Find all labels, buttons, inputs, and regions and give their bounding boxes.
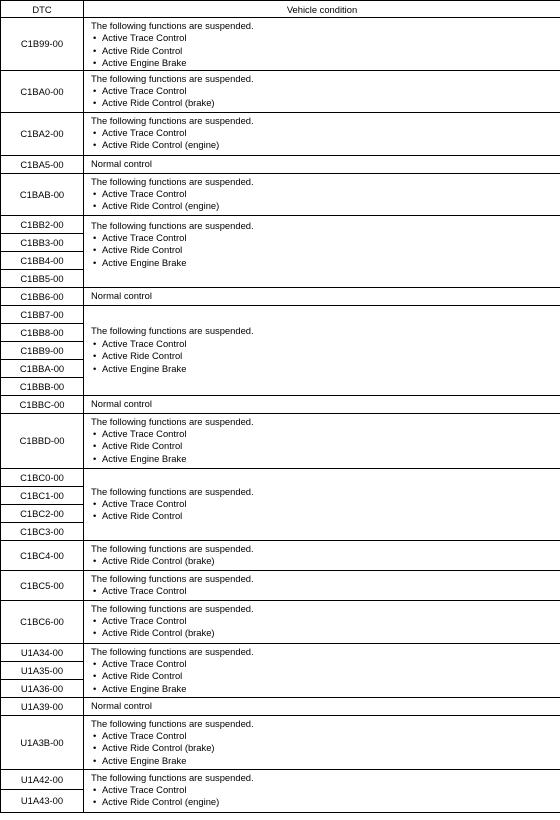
bullet-item: • Active Engine Brake [91,453,560,465]
bullet-item: • Active Engine Brake [91,683,560,695]
dtc-code: C1BB7-00 [1,305,84,323]
dtc-code: C1BB3-00 [1,233,84,251]
dtc-code: C1BC1-00 [1,486,84,504]
condition-intro: The following functions are suspended. [91,325,254,337]
dtc-code: C1BB4-00 [1,251,84,269]
dtc-code: C1BC0-00 [1,468,84,486]
condition-intro: The following functions are suspended. [91,717,254,729]
dtc-code: C1BC2-00 [1,504,84,522]
condition-intro: The following functions are suspended. [91,602,254,614]
bullet-item: • Active Ride Control (engine) [91,139,560,151]
bullet-item: • Active Ride Control (engine) [91,200,560,212]
table-row [1,215,560,233]
condition-cell [84,112,560,155]
bullet-item: • Active Trace Control [91,585,560,597]
condition-intro: The following functions are suspended. [91,485,254,497]
dtc-code: U1A34-00 [1,643,84,661]
table-row [1,18,560,71]
bullet-item: • Active Trace Control [91,32,560,44]
bullet-item: • Active Trace Control [91,338,560,350]
bullet-item: • Active Trace Control [91,127,560,139]
condition-cell [84,305,560,395]
table-row [1,112,560,155]
condition-intro: The following functions are suspended. [91,175,254,187]
bullet-item: • Active Trace Control [91,784,560,796]
bullet-item: • Active Ride Control (brake) [91,627,560,639]
table-row [1,173,560,215]
bullet-item: • Active Trace Control [91,730,560,742]
dtc-code: C1BC6-00 [1,600,84,643]
table-row [1,287,560,305]
dtc-code: C1BA5-00 [1,155,84,173]
bullet-item: • Active Engine Brake [91,755,560,767]
dtc-code: C1BB5-00 [1,269,84,287]
dtc-code: C1BB6-00 [1,287,84,305]
dtc-code: C1BC3-00 [1,522,84,540]
dtc-code: C1BC5-00 [1,570,84,600]
condition-intro: The following functions are suspended. [91,219,254,231]
table-row [1,305,560,323]
condition-intro: The following functions are suspended. [91,114,254,126]
condition-cell [84,643,560,697]
dtc-code: C1BBB-00 [1,377,84,395]
bullet-item: • Active Ride Control [91,350,560,362]
bullet-item: • Active Ride Control (engine) [91,796,560,808]
condition-cell [84,715,560,769]
bullet-item: • Active Trace Control [91,188,560,200]
table-header-row [1,1,560,18]
dtc-header: DTC [1,1,84,18]
bullet-item: • Active Ride Control [91,45,560,57]
dtc-code: U1A39-00 [1,697,84,715]
condition-cell: Normal control [84,697,560,715]
condition-cell: Normal control [84,395,560,413]
bullet-item: • Active Trace Control [91,232,560,244]
bullet-item: • Active Engine Brake [91,57,560,69]
dtc-code: C1BA0-00 [1,70,84,112]
condition-cell [84,570,560,600]
dtc-code: U1A43-00 [1,789,84,812]
table-row [1,715,560,769]
dtc-code: U1A3B-00 [1,715,84,769]
dtc-code: C1BAB-00 [1,173,84,215]
condition-cell [84,468,560,540]
dtc-code: C1BB8-00 [1,323,84,341]
dtc-code: C1BC4-00 [1,540,84,570]
condition-cell [84,413,560,468]
condition-intro: The following functions are suspended. [91,20,254,31]
bullet-item: • Active Ride Control [91,510,560,522]
dtc-code: C1BBC-00 [1,395,84,413]
condition-intro: The following functions are suspended. [91,72,254,84]
condition-intro: The following functions are suspended. [91,542,254,554]
condition-cell [84,540,560,570]
table-row [1,468,560,486]
bullet-item: • Active Ride Control (brake) [91,97,560,109]
condition-cell [84,769,560,812]
condition-intro: The following functions are suspended. [91,415,254,427]
bullet-item: • Active Ride Control [91,670,560,682]
dtc-code: C1BB9-00 [1,341,84,359]
bullet-item: • Active Engine Brake [91,363,560,375]
dtc-code: C1BBA-00 [1,359,84,377]
condition-cell [84,18,560,71]
table-row [1,540,560,570]
bullet-item: • Active Ride Control (brake) [91,555,560,567]
dtc-code: C1BA2-00 [1,112,84,155]
condition-intro: The following functions are suspended. [91,645,254,657]
table-row [1,413,560,468]
condition-cell [84,70,560,112]
table-row [1,155,560,173]
dtc-code: U1A36-00 [1,679,84,697]
condition-cell: Normal control [84,155,560,173]
condition-cell [84,173,560,215]
condition-cell: Normal control [84,287,560,305]
bullet-item: • Active Trace Control [91,615,560,627]
table-row [1,769,560,789]
table-row [1,643,560,661]
table-row [1,570,560,600]
dtc-code: C1B99-00 [1,18,84,71]
condition-intro: The following functions are suspended. [91,572,254,584]
dtc-code: C1BBD-00 [1,413,84,468]
table-row [1,697,560,715]
bullet-item: • Active Trace Control [91,428,560,440]
table-row [1,600,560,643]
bullet-item: • Active Ride Control [91,440,560,452]
dtc-code: C1BB2-00 [1,215,84,233]
dtc-code: U1A35-00 [1,661,84,679]
table-row [1,70,560,112]
condition-header: Vehicle condition [84,1,560,18]
bullet-item: • Active Ride Control [91,244,560,256]
condition-cell [84,215,560,287]
dtc-code: U1A42-00 [1,769,84,789]
bullet-item: • Active Ride Control (brake) [91,742,560,754]
bullet-item: • Active Trace Control [91,85,560,97]
bullet-item: • Active Engine Brake [91,257,560,269]
bullet-item: • Active Trace Control [91,498,560,510]
bullet-item: • Active Trace Control [91,658,560,670]
table-row [1,395,560,413]
condition-cell [84,600,560,643]
condition-intro: The following functions are suspended. [91,771,254,783]
